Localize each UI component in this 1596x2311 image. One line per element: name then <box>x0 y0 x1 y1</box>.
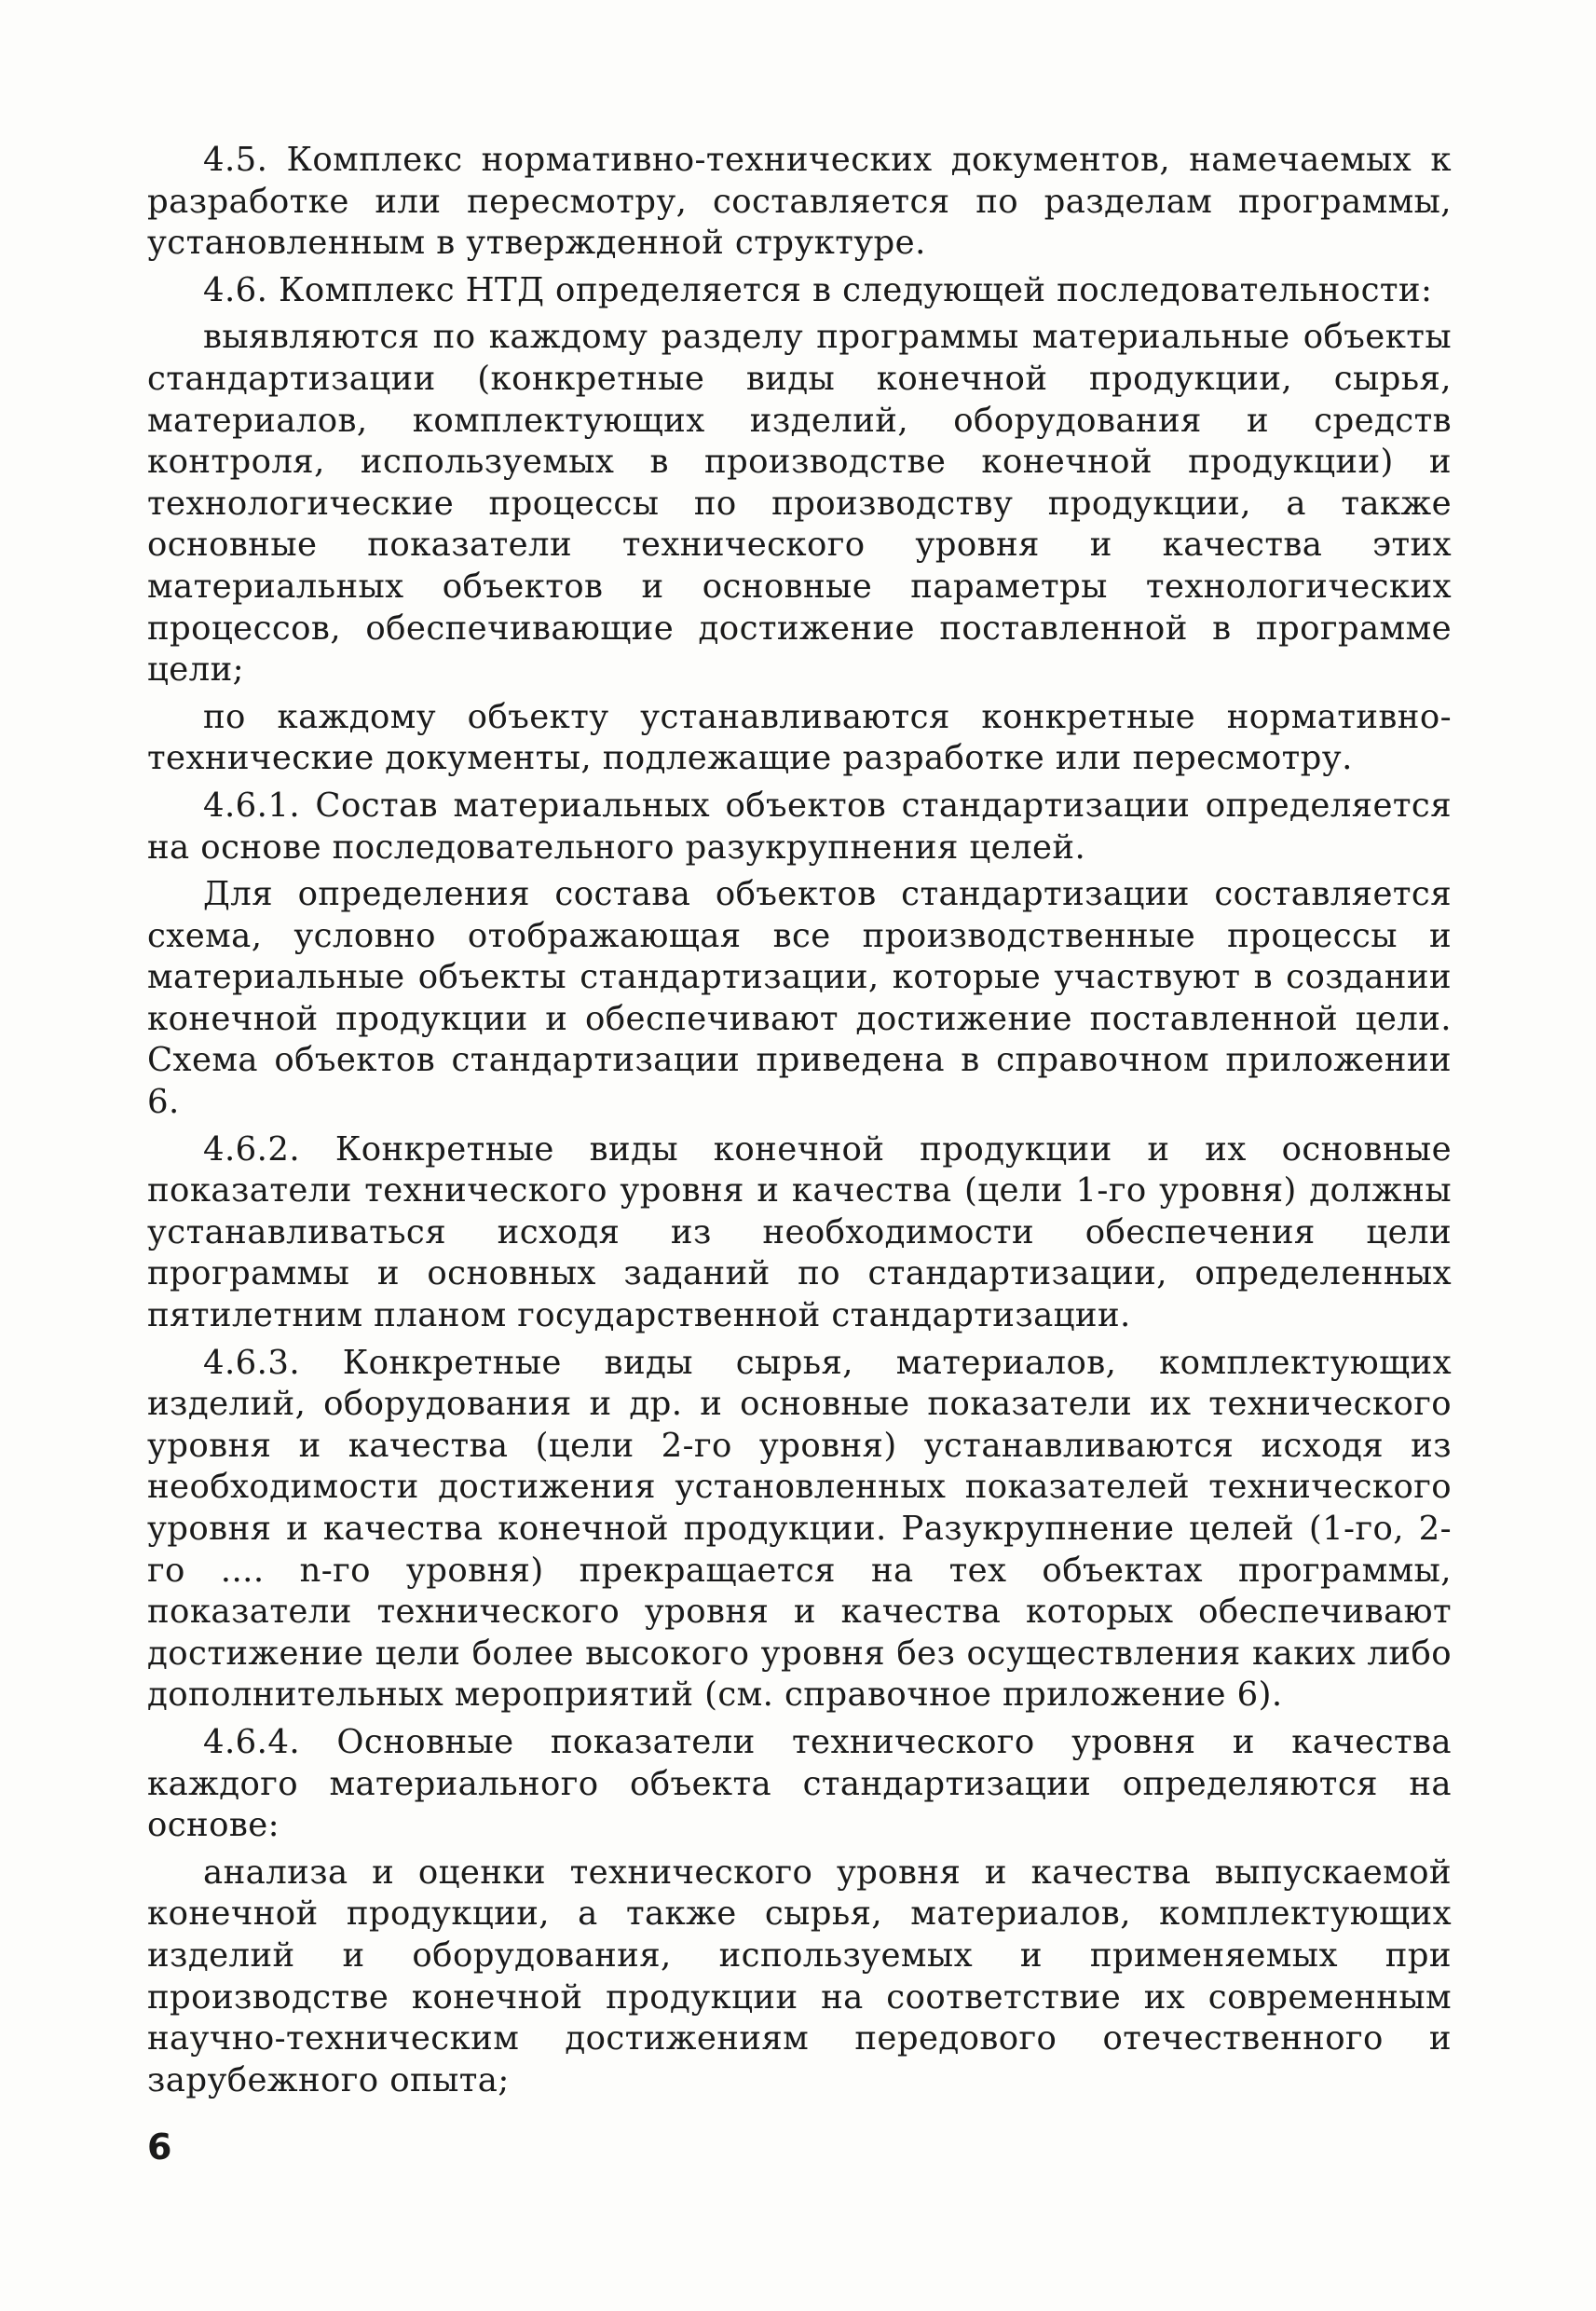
paragraph-4-6-2: 4.6.2. Конкретные виды конечной продукции и их основные показатели технического уровня и качества (цели 1-го уровня) должны устанавливаться исходя из необходимости обеспечения цели программы и основных заданий по стандартизации, определенных пятилетним планом государственной стандартизации. <box>147 1129 1452 1335</box>
paragraph-4-6: 4.6. Комплекс НТД определяется в следующей последовательности: <box>203 270 1433 309</box>
paragraph-4-6-3: 4.6.3. Конкретные виды сырья, материалов, комплектующих изделий, оборудования и др. и основные показатели их технического уровня и качества (цели 2-го уровня) устанавливаются исходя из необходимости достижения установленных показателей технического уровня и качества конечной продукции. Разукрупнение целей (1-го, 2-го .... n-го уровня) прекращается на тех объектах программы, показатели технического уровня и качества которых обеспечивают достижение цели более высокого уровня без осуществления каких либо дополнительных мероприятий (см. справочное приложение 6). <box>147 1343 1452 1715</box>
paragraph-4-6-1-scheme: Для определения состава объектов стандартизации составляется схема, условно отображающая все производственные процессы и материальные объекты стандартизации, которые участвуют в создании конечной продукции и обеспечивают достижение поставленной цели. Схема объектов стандартизации приведена в справочном приложении 6. <box>147 875 1452 1122</box>
page-number: 6 <box>147 2126 172 2167</box>
paragraph-4-6-1: 4.6.1. Состав материальных объектов стандартизации определяется на основе последовательного разукрупнения целей. <box>147 786 1452 867</box>
paragraph-4-5: 4.5. Комплекс нормативно-технических документов, намечаемых к разработке или пересмотру, составляется по разделам программы, установленным в утвержденной структуре. <box>147 141 1452 263</box>
paragraph-4-6-4-item-analysis: анализа и оценки технического уровня и качества выпускаемой конечной продукции, а также сырья, материалов, комплектующих изделий и оборудования, используемых и применяемых при производстве конечной продукции на соответствие их современным научно-техническим достижениям передового отечественного и зарубежного опыта; <box>147 1853 1452 2099</box>
body-text <box>147 140 1452 2107</box>
paragraph-4-6-item-identify-objects: выявляются по каждому разделу программы материальные объекты стандартизации (конкретные виды конечной продукции, сырья, материалов, комплектующих изделий, оборудования и средств контроля, используемых в производстве конечной продукции) и технологические процессы по производству продукции, а также основные показатели технического уровня и качества этих материальных объектов и основные параметры технологических процессов, обеспечивающие достижение поставленной в программе цели; <box>147 318 1452 690</box>
paragraph-4-6-item-establish-documents: по каждому объекту устанавливаются конкретные нормативно-технические документы, подлежащие разработке или пересмотру. <box>147 697 1452 778</box>
paragraph-4-6-4: 4.6.4. Основные показатели технического уровня и качества каждого материального объекта стандартизации определяются на основе: <box>147 1722 1452 1845</box>
